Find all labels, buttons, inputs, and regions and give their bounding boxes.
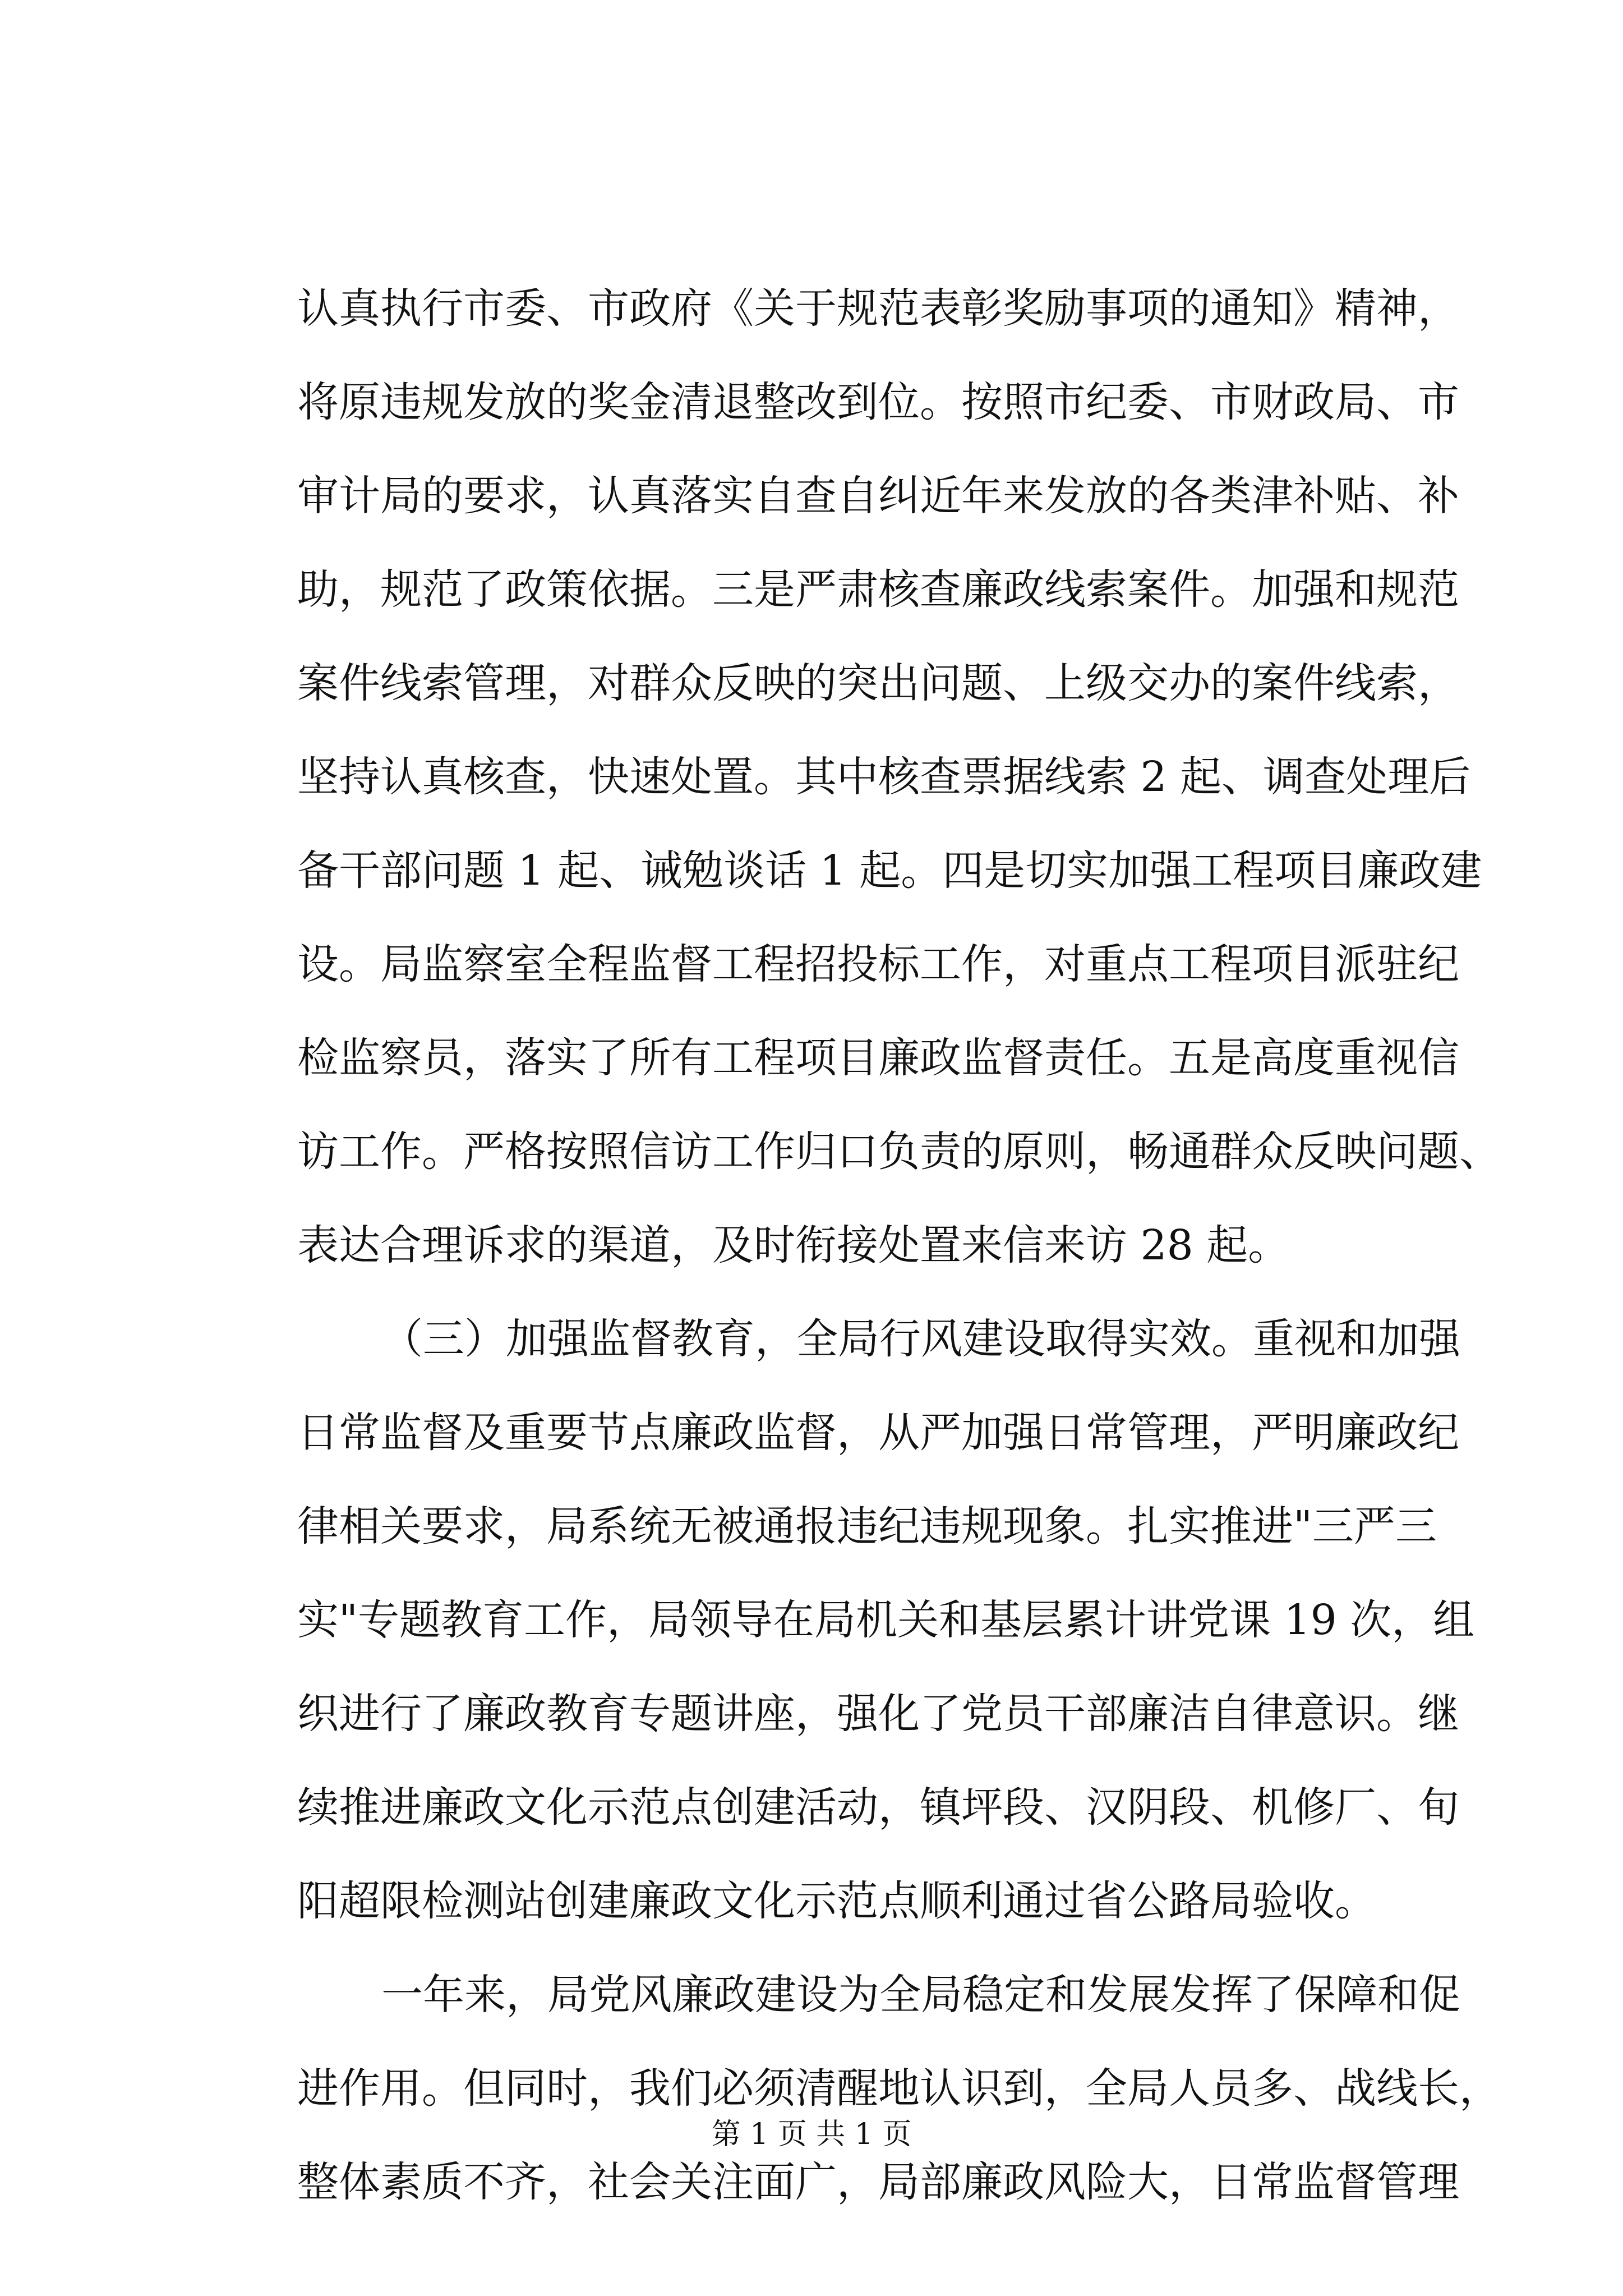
text-line: 检监察员，落实了所有工程项目廉政监督责任。五是高度重视信 [297,1034,1459,1082]
paragraph-start-line: 一年来，局党风廉政建设为全局稳定和发展发挥了保障和促 [381,1971,1460,2019]
text-line: 阳超限检测站创建廉政文化示范点顺利通过省公路局验收。 [297,1877,1376,1925]
text-line: 案件线索管理，对群众反映的突出问题、上级交办的案件线索， [297,659,1459,707]
paragraph-start-line: （三）加强监督教育，全局行风建设取得实效。重视和加强 [381,1315,1460,1363]
text-line: 表达合理诉求的渠道，及时衔接处置来信来访 28 起。 [297,1221,1290,1269]
text-line: 备干部问题 1 起、诫勉谈话 1 起。四是切实加强工程项目廉政建 [297,846,1482,895]
text-line: 将原违规发放的奖金清退整改到位。按照市纪委、市财政局、市 [297,378,1459,426]
text-line: 律相关要求，局系统无被通报违纪违规现象。扎实推进"三严三 [297,1502,1437,1550]
text-line: 日常监督及重要节点廉政监督，从严加强日常管理，严明廉政纪 [297,1409,1459,1457]
text-line: 设。局监察室全程监督工程招投标工作，对重点工程项目派驻纪 [297,940,1459,988]
text-line: 审计局的要求，认真落实自查自纠近年来发放的各类津补贴、补 [297,472,1459,520]
page-footer: 第 1 页 共 1 页 [711,2118,912,2151]
text-line: 实"专题教育工作，局领导在局机关和基层累计讲党课 19 次，组 [297,1596,1475,1644]
text-line: 织进行了廉政教育专题讲座，强化了党员干部廉洁自律意识。继 [297,1690,1459,1738]
text-line: 助，规范了政策依据。三是严肃核查廉政线索案件。加强和规范 [297,565,1459,614]
text-line: 访工作。严格按照信访工作归口负责的原则，畅通群众反映问题、 [297,1128,1501,1176]
text-line: 坚持认真核查，快速处置。其中核查票据线索 2 起、调查处理后 [297,753,1471,801]
text-line: 进作用。但同时，我们必须清醒地认识到，全局人员多、战线长， [297,2064,1501,2113]
text-line: 续推进廉政文化示范点创建活动，镇坪段、汉阴段、机修厂、旬 [297,1783,1459,1832]
text-line: 整体素质不齐，社会关注面广，局部廉政风险大，日常监督管理 [297,2158,1459,2206]
text-line: 认真执行市委、市政府《关于规范表彰奖励事项的通知》精神， [297,284,1459,333]
